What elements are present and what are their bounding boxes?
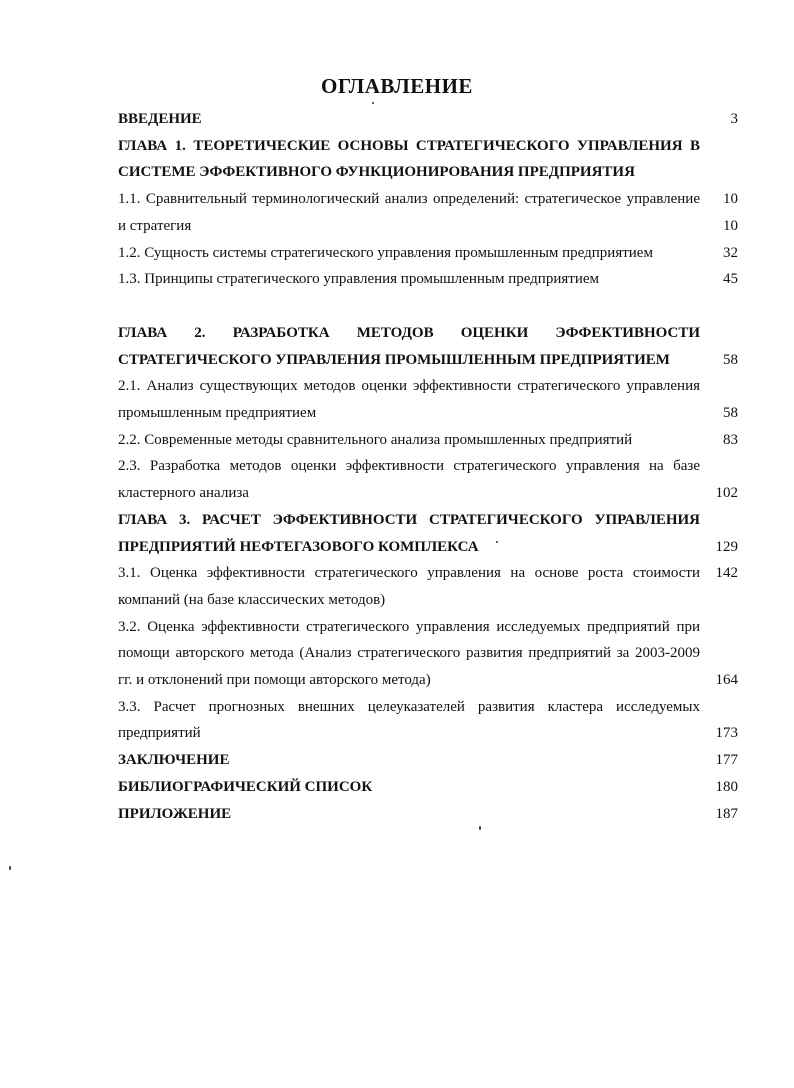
toc-entry-text: 3.2. Оценка эффективности стратегического управления исследуемых предприятий при помощи авторского метода (Анализ стратегического развития предприятий за 2003-2009 гг. и отклонений при помощи авторского метода)	[118, 618, 700, 689]
toc-entry-section-1-3[interactable]	[118, 266, 738, 293]
scan-speck	[372, 102, 374, 104]
toc-entry-text: ГЛАВА 2. РАЗРАБОТКА МЕТОДОВ ОЦЕНКИ ЭФФЕКТИВНОСТИ СТРАТЕГИЧЕСКОГО УПРАВЛЕНИЯ ПРОМЫШЛЕННЫМ ПРЕДПРИЯТИЕМ	[118, 324, 700, 368]
toc-entry-section-2-3[interactable]	[118, 453, 738, 506]
toc-entry-conclusion[interactable]	[118, 747, 738, 774]
toc-entry-page: 180	[715, 778, 738, 795]
page-title: ОГЛАВЛЕНИЕ	[321, 74, 473, 98]
toc-entry-page: 187	[715, 805, 738, 822]
toc-entry-text: ВВЕДЕНИЕ	[118, 111, 202, 127]
toc-entry-section-3-3[interactable]	[118, 694, 738, 747]
scan-speck	[496, 541, 498, 543]
toc-entry-section-2-2[interactable]	[118, 427, 738, 454]
toc-entry-text: ПРИЛОЖЕНИЕ	[118, 805, 232, 822]
toc-entry-page: 129	[715, 538, 738, 555]
toc-entry-text: 1.1. Сравнительный терминологический анализ определений: стратегическое управление и стратегия	[118, 191, 700, 234]
toc-entry-page: 10	[723, 190, 738, 207]
toc-entry-chapter-2[interactable]	[118, 320, 738, 373]
toc-entry-text: 2.2. Современные методы сравнительного анализа промышленных предприятий	[118, 431, 633, 448]
toc-entry-page: 177	[715, 752, 738, 769]
toc-entry-text: ГЛАВА 3. РАСЧЕТ ЭФФЕКТИВНОСТИ СТРАТЕГИЧЕСКОГО УПРАВЛЕНИЯ ПРЕДПРИЯТИЙ НЕФТЕГАЗОВОГО КОМПЛЕКСА	[118, 511, 700, 555]
toc-entry-text: 2.3. Разработка методов оценки эффективности стратегического управления на базе кластерного анализа	[118, 458, 700, 502]
toc-entry-text: ЗАКЛЮЧЕНИЕ	[118, 752, 230, 769]
toc-entry-chapter-3[interactable]	[118, 507, 738, 560]
toc-entry-section-3-2[interactable]	[118, 614, 738, 694]
table-of-contents	[118, 106, 738, 827]
toc-entry-page: 45	[723, 271, 738, 288]
toc-entry-section-2-1[interactable]	[118, 373, 738, 426]
toc-entry-chapter-1[interactable]	[118, 133, 738, 207]
scan-speck	[9, 866, 11, 870]
toc-entry-introduction[interactable]	[118, 106, 738, 133]
toc-entry-page: 83	[723, 431, 738, 448]
toc-entry-text: ГЛАВА 1. ТЕОРЕТИЧЕСКИЕ ОСНОВЫ СТРАТЕГИЧЕСКОГО УПРАВЛЕНИЯ В СИСТЕМЕ ЭФФЕКТИВНОГО ФУНКЦИОНИРОВАНИЯ ПРЕДПРИЯТИЯ	[118, 137, 700, 181]
toc-entry-section-1-2[interactable]	[118, 240, 738, 267]
toc-entry-section-3-1[interactable]	[118, 560, 738, 613]
toc-entry-appendix[interactable]	[118, 801, 738, 828]
toc-entry-text: 3.1. Оценка эффективности стратегического управления на основе роста стоимости компаний (на базе классических методов)	[118, 565, 700, 608]
section-spacer	[118, 293, 738, 320]
toc-entry-text: 3.3. Расчет прогнозных внешних целеуказателей развития кластера исследуемых предприятий	[118, 698, 700, 742]
toc-entry-text: 1.2. Сущность системы стратегического управления промышленным предприятием	[118, 244, 653, 261]
toc-entry-page: 173	[715, 725, 738, 742]
toc-entry-section-1-1[interactable]	[118, 186, 738, 239]
toc-entry-page: 58	[723, 351, 738, 368]
toc-entry-page: 142	[715, 565, 738, 582]
toc-entry-bibliography[interactable]	[118, 774, 738, 801]
toc-entry-page: 3	[730, 111, 738, 127]
scan-speck	[479, 826, 481, 830]
toc-entry-page: 102	[715, 485, 738, 502]
toc-entry-page: 32	[723, 244, 738, 261]
toc-entry-text: 1.3. Принципы стратегического управления промышленным предприятием	[118, 271, 599, 288]
toc-entry-page: 58	[723, 405, 738, 422]
toc-entry-text: 2.1. Анализ существующих методов оценки эффективности стратегического управления промышленным предприятием	[118, 378, 700, 422]
toc-entry-page: 164	[715, 672, 738, 689]
toc-entry-page: 10	[723, 217, 738, 234]
toc-entry-text: БИБЛИОГРАФИЧЕСКИЙ СПИСОК	[118, 778, 373, 795]
